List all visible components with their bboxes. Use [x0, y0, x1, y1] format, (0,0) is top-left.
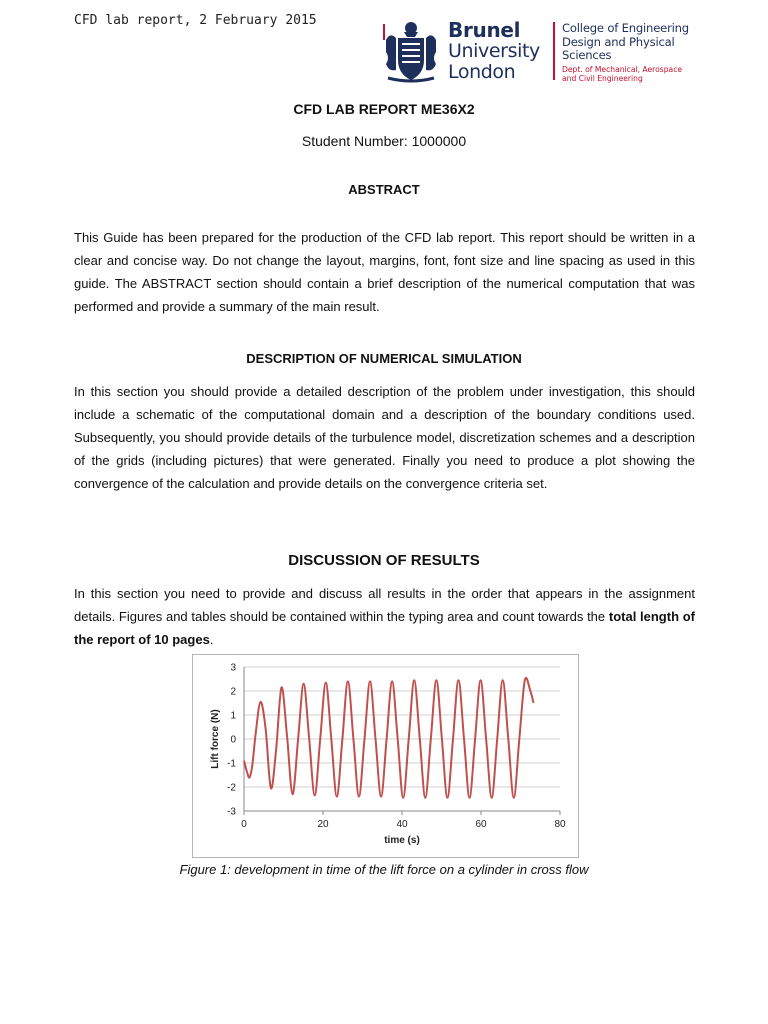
abstract-heading: ABSTRACT	[348, 182, 420, 197]
y-tick-label: 0	[230, 734, 236, 746]
university-name-line3: London	[448, 61, 516, 83]
discussion-text	[74, 582, 695, 651]
lift-force-chart	[192, 654, 579, 858]
abstract-text: This Guide has been prepared for the production of the CFD lab report. This report should be written in a clear and concise way. Do not change the layout, margins, font, font size and line spacing as used in this guide. The ABSTRACT section should contain a brief description of the numerical computation that was performed and provide a summary of the main result.	[74, 230, 695, 314]
department-line1: Dept. of Mechanical, Aerospace	[562, 64, 683, 74]
figure-caption: Figure 1: development in time of the lift force on a cylinder in cross flow	[179, 862, 589, 877]
lift-force-chart-svg	[193, 655, 578, 857]
discussion-text-main: In this section you need to provide and discuss all results in the order that appears in the assignment details. Figures and tables should be contained within the typing area and count towards the	[74, 586, 695, 624]
description-text: In this section you should provide a detailed description of the problem under investigation, this should include a schematic of the computational domain and a description of the boundary conditions used. Subsequently, you should provide details of the turbulence model, discretization schemes and a description of the grids (including pictures) that were generated. Finally you need to produce a plot showing the convergence of the calculation and provide details on the convergence criteria set.	[74, 384, 695, 491]
x-tick-label: 80	[554, 819, 566, 830]
report-title: CFD LAB REPORT ME36X2	[293, 101, 475, 117]
y-tick-label: 3	[230, 662, 236, 674]
y-tick-label: -2	[227, 782, 236, 794]
y-axis-label: Lift force (N)	[210, 709, 221, 769]
x-tick-label: 60	[475, 819, 487, 830]
y-tick-label: 1	[230, 710, 236, 722]
y-tick-label: 2	[230, 686, 236, 698]
x-tick-label: 0	[241, 819, 247, 830]
college-line2: Design and Physical	[562, 34, 675, 49]
department-line2: and Civil Engineering	[562, 73, 643, 83]
discussion-text-bold: total length of the report of 10 pages	[74, 609, 695, 647]
x-tick-label: 40	[396, 819, 408, 830]
university-logo	[380, 18, 700, 84]
discussion-heading: DISCUSSION OF RESULTS	[288, 552, 480, 569]
university-name-line1: Brunel	[448, 18, 521, 42]
series-line-lift-force	[244, 678, 534, 798]
coat-of-arms-icon	[380, 18, 442, 84]
university-name-line2: University	[448, 40, 540, 62]
student-number: Student Number: 1000000	[301, 133, 467, 149]
discussion-text-end: .	[209, 632, 214, 647]
x-tick-label: 20	[317, 819, 329, 830]
description-heading: DESCRIPTION OF NUMERICAL SIMULATION	[246, 351, 522, 366]
department-name	[562, 65, 689, 83]
college-line3: Sciences	[562, 48, 612, 62]
college-name	[562, 22, 689, 83]
logo-divider	[553, 22, 555, 80]
y-tick-label: -3	[227, 806, 236, 818]
university-name	[448, 20, 558, 83]
y-tick-label: -1	[227, 758, 236, 770]
x-axis-label: time (s)	[384, 835, 420, 846]
college-line1: College of Engineering	[562, 21, 689, 35]
header-date: CFD lab report, 2 February 2015	[74, 13, 317, 28]
